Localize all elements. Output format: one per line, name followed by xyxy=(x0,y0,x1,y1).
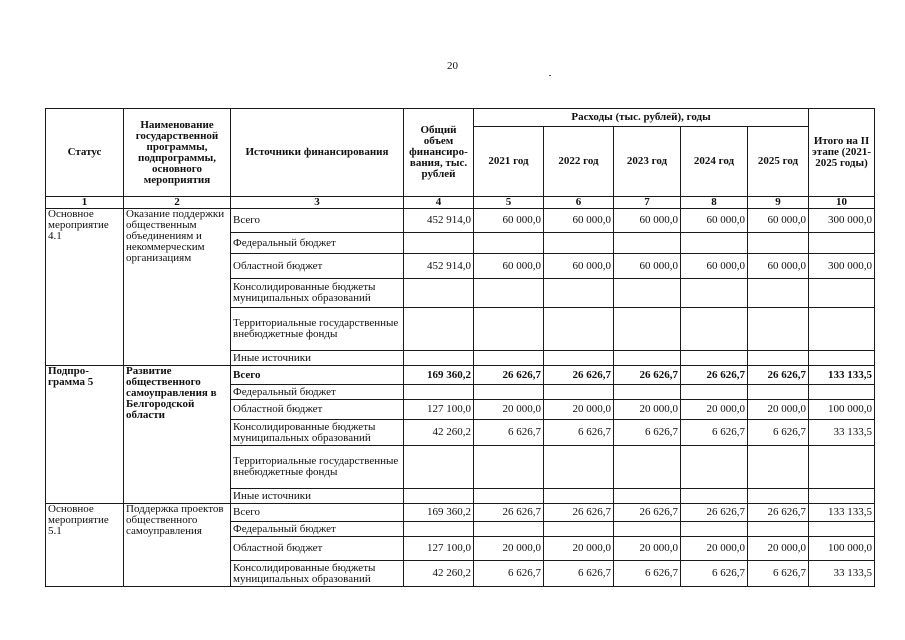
year-value-cell: 6 626,7 xyxy=(544,561,614,587)
status-cell: Подпро-грамма 5 xyxy=(46,366,124,504)
year-value-cell: 20 000,0 xyxy=(474,537,544,561)
year-value-cell: 6 626,7 xyxy=(681,420,748,446)
year-value-cell: 26 626,7 xyxy=(681,504,748,522)
total-cell xyxy=(404,446,474,489)
year-value-cell: 6 626,7 xyxy=(614,420,681,446)
year-value-cell xyxy=(614,308,681,351)
year-value-cell xyxy=(544,308,614,351)
page-number: 20 xyxy=(447,60,458,72)
total-cell xyxy=(404,233,474,254)
table-row xyxy=(46,504,875,522)
year-value-cell: 6 626,7 xyxy=(544,420,614,446)
funding-source-cell: Территориальные государственные внебюджетные фонды xyxy=(231,308,404,351)
table-row xyxy=(46,209,875,233)
year-value-cell: 20 000,0 xyxy=(544,537,614,561)
column-number: 1 xyxy=(46,197,124,209)
total-cell: 169 360,2 xyxy=(404,504,474,522)
funding-source-cell: Всего xyxy=(231,366,404,385)
year-value-cell xyxy=(544,279,614,308)
column-number: 9 xyxy=(748,197,809,209)
year-value-cell xyxy=(614,385,681,400)
year-value-cell xyxy=(544,385,614,400)
stage-total-cell xyxy=(809,446,875,489)
year-value-cell xyxy=(544,233,614,254)
total-cell xyxy=(404,351,474,366)
year-value-cell xyxy=(474,308,544,351)
funding-source-cell: Консолидированные бюджеты муниципальных образований xyxy=(231,561,404,587)
total-cell xyxy=(404,522,474,537)
header-year: 2022 год xyxy=(544,127,614,197)
year-value-cell: 60 000,0 xyxy=(748,254,809,279)
year-value-cell: 26 626,7 xyxy=(544,504,614,522)
column-number: 7 xyxy=(614,197,681,209)
year-value-cell xyxy=(614,489,681,504)
status-cell: Основное мероприятие 4.1 xyxy=(46,209,124,366)
year-value-cell: 20 000,0 xyxy=(474,400,544,420)
header-stage-total: Итого на II этапе (2021-2025 годы) xyxy=(809,109,875,197)
year-value-cell xyxy=(474,522,544,537)
table-body xyxy=(46,209,875,587)
year-value-cell: 6 626,7 xyxy=(474,561,544,587)
stage-total-cell: 33 133,5 xyxy=(809,420,875,446)
year-value-cell xyxy=(544,522,614,537)
table-row xyxy=(46,366,875,385)
stage-total-cell: 300 000,0 xyxy=(809,254,875,279)
year-value-cell: 6 626,7 xyxy=(681,561,748,587)
header-year: 2021 год xyxy=(474,127,544,197)
year-value-cell xyxy=(681,522,748,537)
year-value-cell: 20 000,0 xyxy=(681,537,748,561)
column-number: 5 xyxy=(474,197,544,209)
year-value-cell xyxy=(474,279,544,308)
year-value-cell: 20 000,0 xyxy=(614,400,681,420)
funding-source-cell: Иные источники xyxy=(231,489,404,504)
stage-total-cell xyxy=(809,279,875,308)
year-value-cell xyxy=(614,446,681,489)
column-number: 8 xyxy=(681,197,748,209)
total-cell xyxy=(404,279,474,308)
year-value-cell xyxy=(748,308,809,351)
year-value-cell xyxy=(748,385,809,400)
year-value-cell xyxy=(681,489,748,504)
funding-source-cell: Федеральный бюджет xyxy=(231,522,404,537)
year-value-cell xyxy=(474,489,544,504)
year-value-cell xyxy=(681,351,748,366)
year-value-cell: 26 626,7 xyxy=(474,366,544,385)
stage-total-cell xyxy=(809,385,875,400)
year-value-cell xyxy=(681,446,748,489)
column-number: 10 xyxy=(809,197,875,209)
funding-source-cell: Областной бюджет xyxy=(231,537,404,561)
year-value-cell xyxy=(544,446,614,489)
funding-source-cell: Областной бюджет xyxy=(231,400,404,420)
program-name-cell: Оказание поддержки общественным объединениям и некоммерческим организациям xyxy=(124,209,231,366)
year-value-cell xyxy=(748,446,809,489)
year-value-cell: 60 000,0 xyxy=(474,209,544,233)
year-value-cell: 26 626,7 xyxy=(614,366,681,385)
funding-source-cell: Областной бюджет xyxy=(231,254,404,279)
total-cell xyxy=(404,385,474,400)
header-year: 2023 год xyxy=(614,127,681,197)
year-value-cell: 60 000,0 xyxy=(474,254,544,279)
program-name-cell: Поддержка проектов общественного самоуправления xyxy=(124,504,231,587)
funding-source-cell: Всего xyxy=(231,209,404,233)
header-expenses: Расходы (тыс. рублей), годы xyxy=(474,109,809,127)
column-number: 3 xyxy=(231,197,404,209)
column-number: 2 xyxy=(124,197,231,209)
total-cell xyxy=(404,489,474,504)
funding-source-cell: Федеральный бюджет xyxy=(231,385,404,400)
year-value-cell: 20 000,0 xyxy=(544,400,614,420)
total-cell: 127 100,0 xyxy=(404,400,474,420)
year-value-cell: 60 000,0 xyxy=(681,209,748,233)
year-value-cell xyxy=(748,489,809,504)
year-value-cell xyxy=(681,233,748,254)
year-value-cell: 26 626,7 xyxy=(544,366,614,385)
year-value-cell: 6 626,7 xyxy=(614,561,681,587)
total-cell: 42 260,2 xyxy=(404,561,474,587)
year-value-cell xyxy=(544,489,614,504)
year-value-cell: 6 626,7 xyxy=(474,420,544,446)
year-value-cell: 6 626,7 xyxy=(748,420,809,446)
year-value-cell: 26 626,7 xyxy=(681,366,748,385)
total-cell: 42 260,2 xyxy=(404,420,474,446)
header-year: 2024 год xyxy=(681,127,748,197)
year-value-cell xyxy=(614,279,681,308)
column-number: 4 xyxy=(404,197,474,209)
stage-total-cell: 100 000,0 xyxy=(809,537,875,561)
year-value-cell: 60 000,0 xyxy=(681,254,748,279)
stage-total-cell: 33 133,5 xyxy=(809,561,875,587)
year-value-cell xyxy=(474,351,544,366)
year-value-cell xyxy=(614,351,681,366)
budget-table xyxy=(45,108,875,587)
year-value-cell xyxy=(681,385,748,400)
scan-speck xyxy=(549,75,551,76)
stage-total-cell xyxy=(809,233,875,254)
year-value-cell: 20 000,0 xyxy=(748,400,809,420)
funding-source-cell: Территориальные государственные внебюджетные фонды xyxy=(231,446,404,489)
funding-source-cell: Федеральный бюджет xyxy=(231,233,404,254)
funding-source-cell: Всего xyxy=(231,504,404,522)
year-value-cell xyxy=(614,233,681,254)
header-total: Общий объем финансиро-вания, тыс. рублей xyxy=(404,109,474,197)
total-cell xyxy=(404,308,474,351)
header-name: Наименование государственной программы, подпрограммы, основного мероприятия xyxy=(124,109,231,197)
year-value-cell xyxy=(474,233,544,254)
stage-total-cell xyxy=(809,308,875,351)
year-value-cell: 20 000,0 xyxy=(614,537,681,561)
total-cell: 127 100,0 xyxy=(404,537,474,561)
year-value-cell xyxy=(681,279,748,308)
stage-total-cell: 133 133,5 xyxy=(809,366,875,385)
year-value-cell: 60 000,0 xyxy=(614,254,681,279)
header-year: 2025 год xyxy=(748,127,809,197)
year-value-cell: 60 000,0 xyxy=(614,209,681,233)
stage-total-cell xyxy=(809,351,875,366)
year-value-cell: 20 000,0 xyxy=(681,400,748,420)
header-status: Статус xyxy=(46,109,124,197)
year-value-cell: 20 000,0 xyxy=(748,537,809,561)
stage-total-cell: 100 000,0 xyxy=(809,400,875,420)
year-value-cell xyxy=(748,279,809,308)
year-value-cell xyxy=(614,522,681,537)
year-value-cell: 26 626,7 xyxy=(614,504,681,522)
stage-total-cell xyxy=(809,522,875,537)
stage-total-cell xyxy=(809,489,875,504)
year-value-cell xyxy=(681,308,748,351)
year-value-cell: 60 000,0 xyxy=(544,254,614,279)
year-value-cell: 60 000,0 xyxy=(748,209,809,233)
funding-source-cell: Консолидированные бюджеты муниципальных образований xyxy=(231,279,404,308)
year-value-cell: 26 626,7 xyxy=(474,504,544,522)
year-value-cell xyxy=(748,233,809,254)
year-value-cell: 26 626,7 xyxy=(748,366,809,385)
funding-source-cell: Иные источники xyxy=(231,351,404,366)
year-value-cell: 26 626,7 xyxy=(748,504,809,522)
header-sources: Источники финансирования xyxy=(231,109,404,197)
year-value-cell: 60 000,0 xyxy=(544,209,614,233)
year-value-cell: 6 626,7 xyxy=(748,561,809,587)
stage-total-cell: 133 133,5 xyxy=(809,504,875,522)
total-cell: 169 360,2 xyxy=(404,366,474,385)
funding-source-cell: Консолидированные бюджеты муниципальных образований xyxy=(231,420,404,446)
status-cell: Основное мероприятие 5.1 xyxy=(46,504,124,587)
year-value-cell xyxy=(544,351,614,366)
year-value-cell xyxy=(474,385,544,400)
year-value-cell xyxy=(748,522,809,537)
total-cell: 452 914,0 xyxy=(404,209,474,233)
column-number: 6 xyxy=(544,197,614,209)
year-value-cell xyxy=(474,446,544,489)
stage-total-cell: 300 000,0 xyxy=(809,209,875,233)
year-value-cell xyxy=(748,351,809,366)
program-name-cell: Развитие общественного самоуправления в Белгородской области xyxy=(124,366,231,504)
total-cell: 452 914,0 xyxy=(404,254,474,279)
